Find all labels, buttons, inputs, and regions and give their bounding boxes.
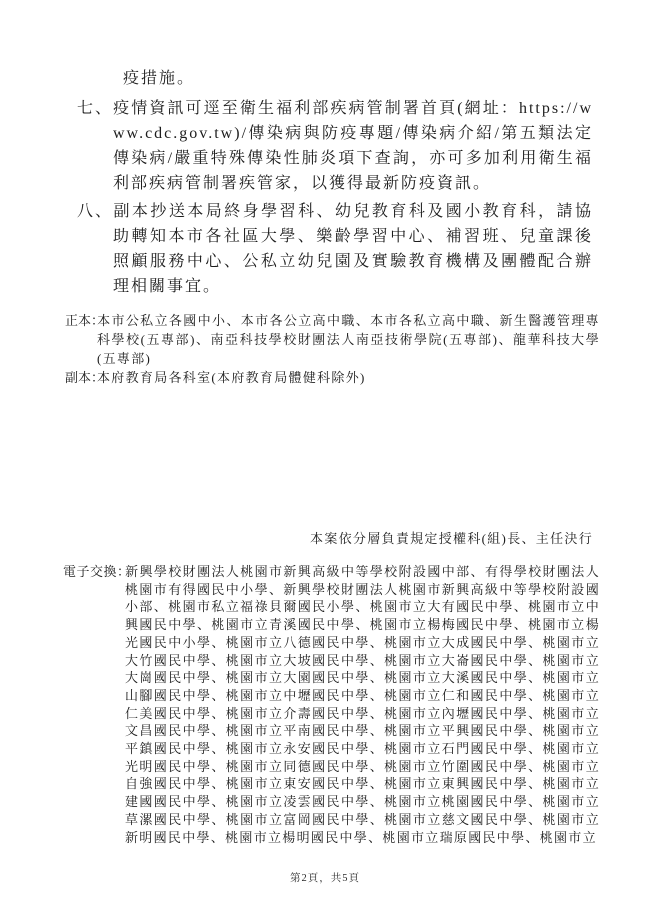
- electronic-exchange-text: 新興學校財團法人桃園市新興高級中等學校附設國中部、有得學校財團法人桃園市有得國民中小學、新興學校財團法人桃園市新興高級中等學校附設國小部、桃園市私立福祿貝爾國民小學、桃園市立大有國民中學、桃園市立中興國民中學、桃園市立青溪國民中學、桃園市立楊梅國民中學、桃園市立楊光國民中小學、桃園市立八德國民中學、桃園市立大成國民中學、桃園市立大竹國民中學、桃園市立大坡國民中學、桃園市立大崙國民中學、桃園市立大崗國民中學、桃園市立大園國民中學、桃園市立大溪國民中學、桃園市立山腳國民中學、桃園市立中壢國民中學、桃園市立仁和國民中學、桃園市立仁美國民中學、桃園市立介壽國民中學、桃園市立內壢國民中學、桃園市立文昌國民中學、桃園市立平南國民中學、桃園市立平興國民中學、桃園市立平鎮國民中學、桃園市立永安國民中學、桃園市立石門國民中學、桃園市立光明國民中學、桃園市立同德國民中學、桃園市立竹圍國民中學、桃園市立自強國民中學、桃園市立東安國民中學、桃園市立東興國民中學、桃園市立建國國民中學、桃園市立凌雲國民中學、桃園市立桃園國民中學、桃園市立草漯國民中學、桃園市立富岡國民中學、桃園市立慈文國民中學、桃園市立新明國民中學、桃園市立楊明國民中學、桃園市立瑞原國民中學、桃園市立: [125, 564, 600, 845]
- electronic-exchange-row: [63, 563, 600, 846]
- item-eight-number: 八、: [77, 203, 114, 220]
- copy-recipients-row: [65, 368, 600, 387]
- original-recipients-label: 正本：: [65, 313, 105, 328]
- page-number-indicator: 第2頁，共5頁: [290, 873, 360, 884]
- copy-recipients-label: 副本：: [65, 370, 105, 385]
- item-seven: [77, 96, 593, 196]
- item-seven-text: 疫情資訊可逕至衛生福利部疾病管制署首頁(網址：https://www.cdc.gov.tw)/傳染病與防疫專題/傳染病介紹/第五類法定傳染病/嚴重特殊傳染性肺炎項下查詢，亦可多加利用衛生福利部疾病管制署疾管家，以獲得最新防疫資訊。: [113, 100, 593, 192]
- item-six-continuation-text: 疫措施。: [123, 70, 196, 87]
- original-recipients-row: [65, 311, 600, 368]
- original-recipients-text: 本市公私立各國中小、本市各公立高中職、本市各私立高中職、新生醫護管理專科學校(五專部)、南亞科技學校財團法人南亞技術學院(五專部)、龍華科技大學(五專部): [97, 313, 600, 366]
- item-eight: [77, 199, 593, 299]
- electronic-exchange-label: 電子交換：: [63, 564, 131, 579]
- item-seven-number: 七、: [77, 100, 114, 117]
- item-eight-text: 副本抄送本局終身學習科、幼兒教育科及國小教育科，請協助轉知本市各社區大學、樂齡學習中心、補習班、兒童課後照顧服務中心、公私立幼兒園及實驗教育機構及團體配合辦理相關事宜。: [113, 203, 593, 295]
- copy-recipients-text: 本府教育局各科室(本府教育局體健科除外): [97, 370, 366, 385]
- authority-delegation-note: 本案依分層負責規定授權科(組)長、主任決行: [310, 531, 593, 546]
